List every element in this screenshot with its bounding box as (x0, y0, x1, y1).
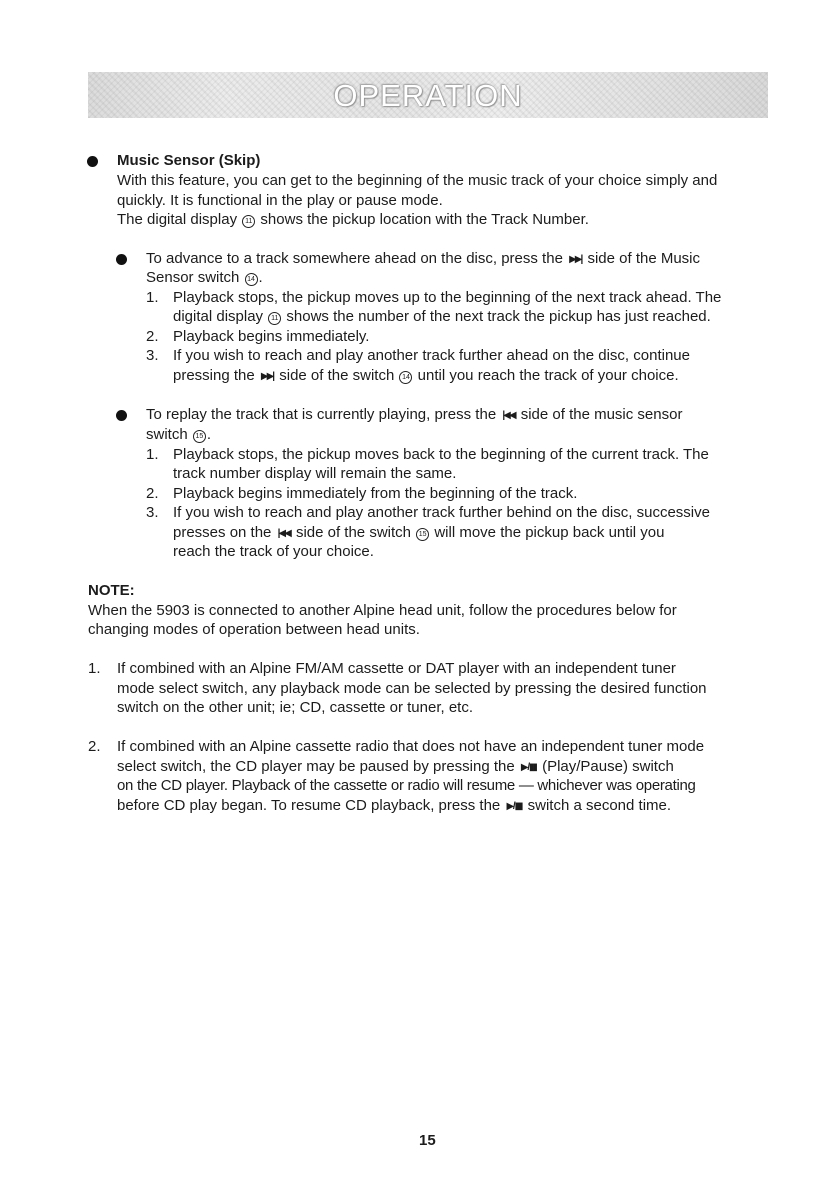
ref-marker-display: 11 (242, 215, 255, 228)
step-number: 2. (146, 328, 159, 345)
play-pause-icon: ▶ / ▮▮ (520, 762, 536, 773)
ref-marker-switch: 15 (416, 528, 429, 541)
bullet-icon (116, 254, 127, 265)
step-number: 1. (146, 446, 159, 463)
note-text: changing modes of operation between head units. (88, 621, 420, 638)
advance-text: Sensor switch 14 . (146, 269, 263, 286)
list-text: select switch, the CD player may be paused by pressing the ▶ / ▮▮ (Play/Pause) switch (117, 757, 674, 777)
step-text: Playback stops, the pickup moves up to the beginning of the next track ahead. The (173, 289, 722, 306)
list-text: If combined with an Alpine FM/AM cassette or DAT player with an independent tuner (117, 660, 676, 677)
step-text: track number display will remain the same. (173, 465, 457, 482)
play-pause-icon: ▶ / ▮▮ (506, 801, 522, 812)
step-text: pressing the ▶▶| side of the switch 14 until you reach the track of your choice. (173, 366, 679, 386)
intro-text: The digital display 11 shows the pickup location with the Track Number. (117, 211, 589, 228)
list-number: 2. (88, 738, 101, 755)
next-track-icon: ▶▶| (260, 371, 274, 382)
page-title: OPERATION (333, 78, 523, 113)
step-number: 1. (146, 289, 159, 306)
list-text: If combined with an Alpine cassette radio that does not have an independent tuner mode (117, 738, 705, 755)
step-number: 2. (146, 485, 159, 502)
step-text: Playback stops, the pickup moves back to the beginning of the current track. The (173, 446, 709, 463)
ref-marker-switch: 14 (399, 371, 412, 384)
prev-track-icon: |◀◀ (277, 528, 290, 539)
note-heading: NOTE: (88, 582, 135, 599)
list-number: 1. (88, 660, 101, 677)
intro-text: quickly. It is functional in the play or pause mode. (117, 192, 443, 209)
step-text: reach the track of your choice. (173, 543, 374, 560)
bullet-icon (116, 410, 127, 421)
list-text: mode select switch, any playback mode can be selected by pressing the desired function (117, 680, 707, 697)
list-text: on the CD player. Playback of the cassette or radio will resume — whichever was operating (117, 777, 696, 794)
step-text: If you wish to reach and play another track further ahead on the disc, continue (173, 347, 690, 364)
next-track-icon: ▶▶| (569, 254, 582, 265)
header-banner (88, 72, 768, 118)
section-heading: Music Sensor (Skip) (117, 152, 261, 169)
bullet-icon (87, 156, 98, 167)
page-number: 15 (419, 1132, 436, 1149)
step-number: 3. (146, 504, 159, 521)
ref-marker-switch: 14 (245, 273, 258, 286)
list-text: before CD play began. To resume CD playback, press the ▶ / ▮▮ switch a second time. (117, 796, 671, 816)
step-text: presses on the |◀◀ side of the switch 15 will move the pickup back until you (173, 523, 664, 543)
replay-text: switch 15 . (146, 426, 212, 443)
note-text: When the 5903 is connected to another Alpine head unit, follow the procedures below for (88, 602, 677, 619)
list-text: switch on the other unit; ie; CD, cassette or tuner, etc. (117, 699, 474, 716)
step-text: Playback begins immediately. (173, 328, 370, 345)
step-number: 3. (146, 347, 159, 364)
replay-text: To replay the track that is currently playing, press the |◀◀ side of the music sensor (146, 405, 682, 425)
prev-track-icon: |◀◀ (502, 410, 515, 421)
step-text: Playback begins immediately from the beginning of the track. (173, 485, 578, 502)
ref-marker-display: 11 (268, 312, 281, 325)
advance-text: To advance to a track somewhere ahead on the disc, press the ▶▶| side of the Music (146, 249, 700, 269)
step-text: If you wish to reach and play another track further behind on the disc, successive (173, 504, 710, 521)
step-text: digital display 11 shows the number of the next track the pickup has just reached. (173, 308, 711, 325)
intro-text: With this feature, you can get to the beginning of the music track of your choice simply and (117, 172, 718, 189)
ref-marker-switch: 15 (193, 430, 206, 443)
